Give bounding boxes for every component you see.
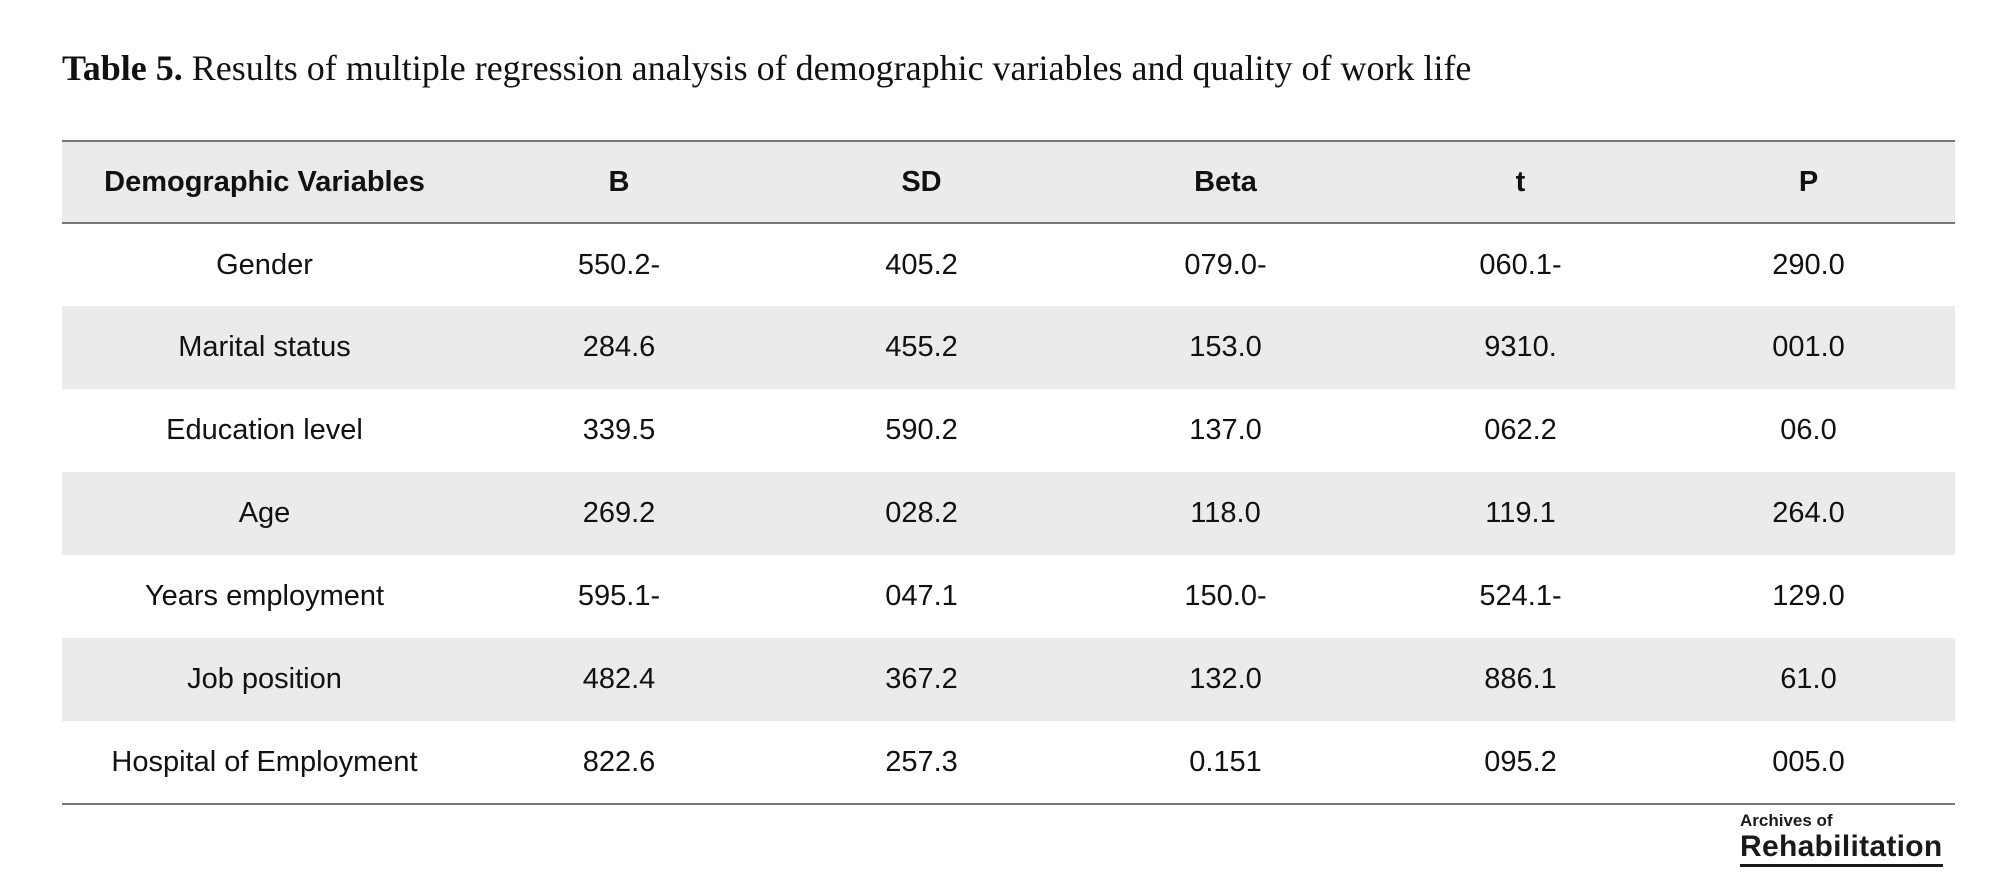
row-variable: Job position bbox=[187, 663, 342, 695]
cell-beta: 0.151 bbox=[1072, 721, 1379, 804]
row-variable: Hospital of Employment bbox=[62, 721, 467, 804]
header-beta: Beta bbox=[1072, 141, 1379, 223]
cell-t: 119.1 bbox=[1485, 497, 1556, 529]
header-sd: SD bbox=[771, 141, 1072, 223]
cell-b: 482.4 bbox=[582, 663, 656, 695]
cell-p: 264.0 bbox=[1772, 497, 1845, 529]
table-row bbox=[62, 223, 1955, 306]
cell-beta: 079.0- bbox=[1184, 248, 1267, 281]
cell-t: 060.1- bbox=[1479, 248, 1562, 281]
row-variable: Years employment bbox=[144, 580, 385, 612]
cell-sd: 405.2 bbox=[885, 248, 958, 281]
cell-p: 06.0 bbox=[1780, 414, 1837, 446]
cell-t: 095.2 bbox=[1379, 721, 1662, 804]
table-header bbox=[62, 141, 1955, 223]
row-variable: Education level bbox=[166, 414, 363, 446]
cell-b: 284.6 bbox=[582, 331, 656, 363]
row-variable: Marital status bbox=[178, 331, 351, 363]
table-body bbox=[62, 223, 1955, 804]
cell-b: 550.2- bbox=[577, 248, 661, 281]
cell-t: 524.1- bbox=[1479, 580, 1562, 612]
row-variable: Age bbox=[238, 497, 291, 529]
row-variable: Gender bbox=[216, 248, 313, 281]
cell-sd: 257.3 bbox=[771, 721, 1072, 804]
header-p: P bbox=[1662, 141, 1955, 223]
cell-beta: 137.0 bbox=[1189, 414, 1262, 446]
regression-table-container bbox=[62, 140, 1955, 805]
cell-p: 290.0 bbox=[1772, 248, 1845, 281]
cell-sd: 028.2 bbox=[885, 497, 958, 529]
table-row bbox=[62, 721, 1955, 804]
table-row bbox=[62, 389, 1955, 472]
header-row bbox=[62, 141, 1955, 223]
caption-text: Results of multiple regression analysis of demographic variables and quality of work life bbox=[191, 48, 1472, 88]
cell-beta: 118.0 bbox=[1190, 497, 1261, 529]
cell-p: 61.0 bbox=[1780, 663, 1837, 695]
cell-b: 269.2 bbox=[582, 497, 656, 529]
cell-beta: 153.0 bbox=[1189, 331, 1262, 363]
cell-t: 886.1 bbox=[1484, 663, 1557, 695]
cell-p: 129.0 bbox=[1772, 580, 1845, 612]
cell-beta: 150.0- bbox=[1184, 580, 1267, 612]
table-row bbox=[62, 638, 1955, 721]
header-b: B bbox=[467, 141, 771, 223]
cell-t: 062.2 bbox=[1484, 414, 1557, 446]
journal-logo bbox=[1740, 812, 1955, 867]
cell-beta: 132.0 bbox=[1189, 663, 1262, 695]
table-caption bbox=[62, 44, 1471, 92]
caption-label: Table 5. bbox=[62, 48, 183, 88]
table-row bbox=[62, 472, 1955, 555]
cell-b: 822.6 bbox=[467, 721, 771, 804]
regression-table bbox=[62, 140, 1955, 805]
cell-sd: 047.1 bbox=[885, 580, 958, 612]
logo-big-text: Rehabilitation bbox=[1740, 830, 1943, 867]
header-t: t bbox=[1379, 141, 1662, 223]
cell-p: 005.0 bbox=[1662, 721, 1955, 804]
header-demographic-variables: Demographic Variables bbox=[62, 141, 467, 223]
logo-small-text: Archives of bbox=[1740, 811, 1833, 830]
cell-b: 595.1- bbox=[577, 580, 661, 612]
cell-p: 001.0 bbox=[1772, 331, 1845, 363]
cell-b: 339.5 bbox=[582, 414, 656, 446]
cell-sd: 367.2 bbox=[885, 663, 958, 695]
cell-sd: 590.2 bbox=[885, 414, 958, 446]
cell-t: 9310. bbox=[1484, 331, 1557, 363]
table-row bbox=[62, 555, 1955, 638]
table-row bbox=[62, 306, 1955, 389]
cell-sd: 455.2 bbox=[885, 331, 958, 363]
